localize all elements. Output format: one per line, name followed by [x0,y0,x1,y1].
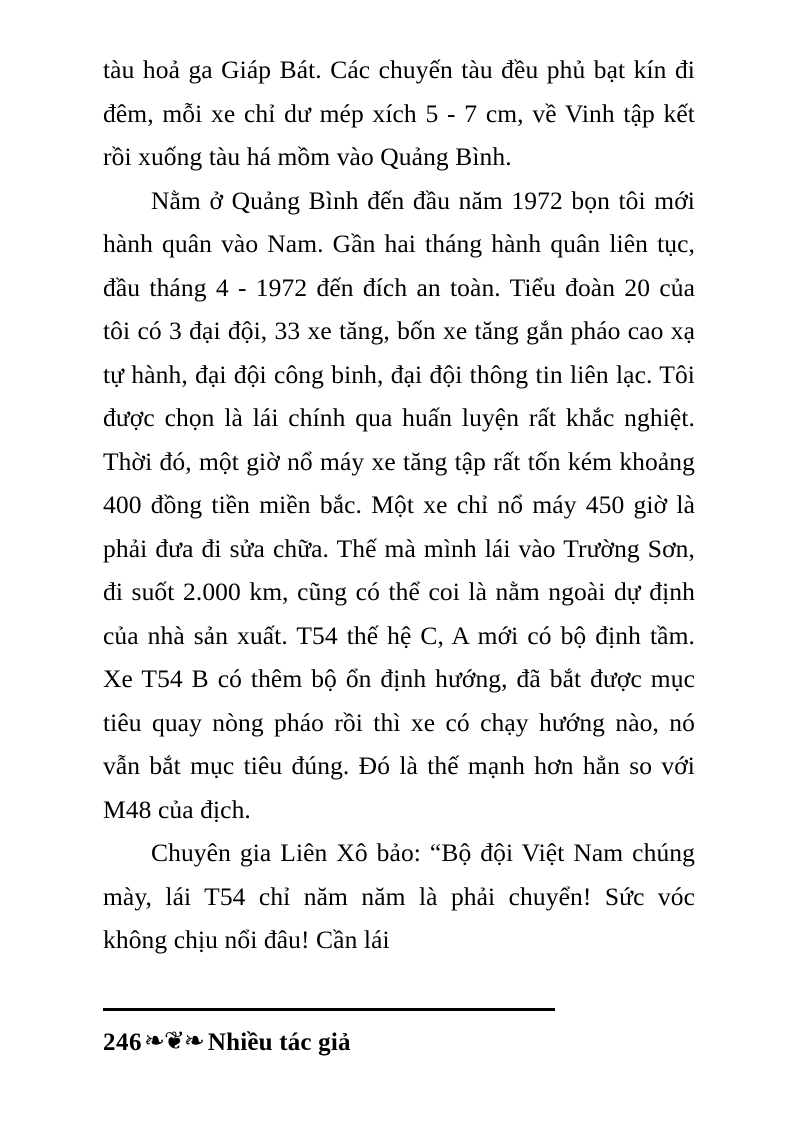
page-body-text [103,48,695,962]
footer-title: Nhiều tác giả [207,1029,351,1056]
paragraph: Chuyên gia Liên Xô bảo: “Bộ đội Việt Nam chúng mày, lái T54 chỉ năm năm là phải chuyển! Sức vóc không chịu nổi đâu! Cần lái [103,838,695,954]
ornament-icon: ❧❦❧ [144,1028,204,1055]
paragraph: Nằm ở Quảng Bình đến đầu năm 1972 bọn tôi mới hành quân vào Nam. Gần hai tháng hành quân liên tục, đầu tháng 4 - 1972 đến đích an toàn. Tiểu đoàn 20 của tôi có 3 đại đội, 33 xe tăng, bốn xe tăng gắn pháo cao xạ tự hành, đại đội công binh, đại đội thông tin liên lạc. Tôi được chọn là lái chính qua huấn luyện rất khắc nghiệt. Thời đó, một giờ nổ máy xe tăng tập rất tốn kém khoảng 400 đồng tiền miền bắc. Một xe chỉ nổ máy 450 giờ là phải đưa đi sửa chữa. Thế mà mình lái vào Trường Sơn, đi suốt 2.000 km, cũng có thể coi là nằm ngoài dự định của nhà sản xuất. T54 thế hệ C, A mới có bộ định tầm. Xe T54 B có thêm bộ ổn định hướng, đã bắt được mục tiêu quay nòng pháo rồi thì xe có chạy hướng nào, nó vẫn bắt mục tiêu đúng. Đó là thế mạnh hơn hẳn so với M48 của địch. [103,185,695,824]
footer-row [103,1019,695,1059]
footer-divider [103,1008,555,1011]
page-number: 246 [103,1029,142,1056]
page-footer [103,1008,695,1059]
paragraph: tàu hoả ga Giáp Bát. Các chuyến tàu đều phủ bạt kín đi đêm, mỗi xe chỉ dư mép xích 5 - 7 cm, về Vinh tập kết rồi xuống tàu há mồm vào Quảng Bình. [103,55,695,171]
